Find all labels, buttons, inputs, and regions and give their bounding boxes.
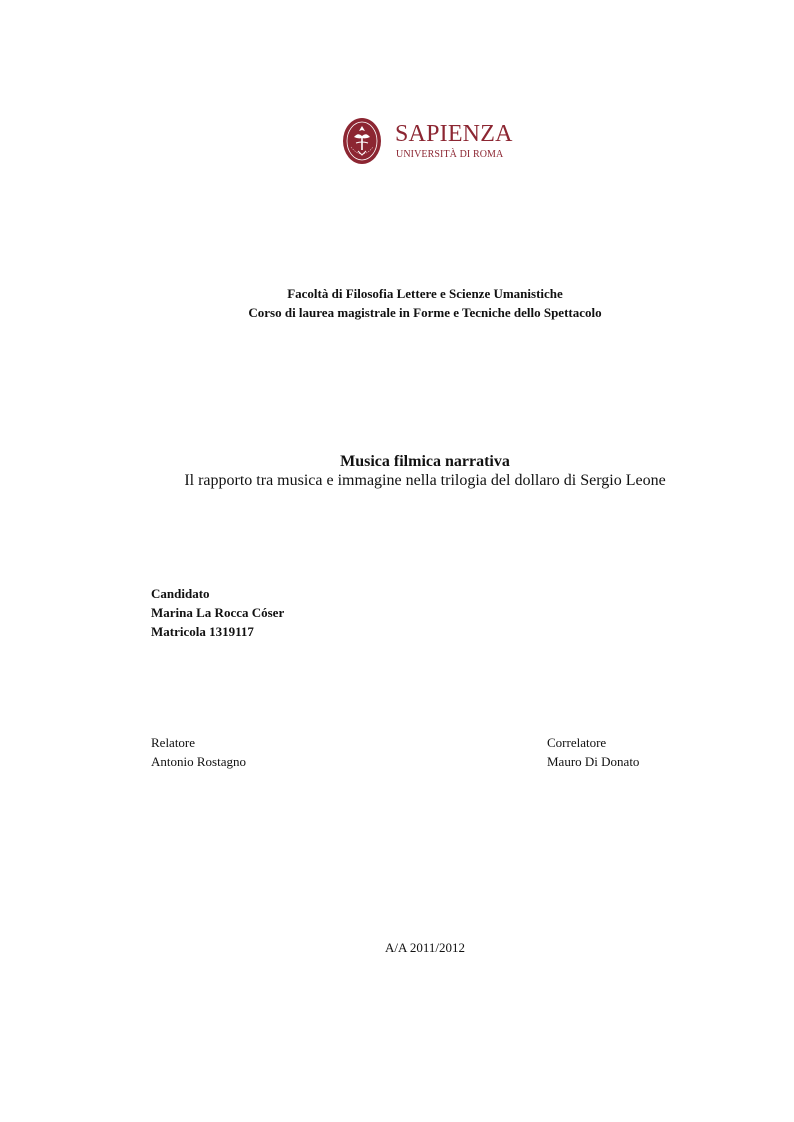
- university-logo: [342, 116, 513, 168]
- relatore-name: Antonio Rostagno: [151, 754, 246, 769]
- candidate-block: [151, 584, 284, 641]
- faculty-name: Facoltà di Filosofia Lettere e Scienze Umanistiche: [287, 286, 563, 301]
- candidate-name: Marina La Rocca Cóser: [151, 605, 285, 620]
- university-seal-icon: [342, 117, 382, 165]
- relatore-label: Relatore: [151, 735, 196, 750]
- logo-wordmark: SAPIENZA: [395, 121, 513, 147]
- course-name: Corso di laurea magistrale in Forme e Tecniche dello Spettacolo: [248, 305, 602, 320]
- academic-year: A/A 2011/2012: [384, 940, 466, 955]
- correlatore-label: Correlatore: [547, 735, 607, 750]
- relatore-block: [151, 733, 246, 771]
- thesis-title: Musica filmica narrativa: [340, 453, 510, 470]
- thesis-subtitle: Il rapporto tra musica e immagine nella trilogia del dollaro di Sergio Leone: [184, 472, 666, 489]
- correlatore-block: [547, 733, 639, 771]
- logo-subtitle: UNIVERSITÀ DI ROMA: [396, 149, 504, 160]
- candidate-matricola: Matricola 1319117: [151, 624, 254, 639]
- candidate-label: Candidato: [151, 586, 210, 601]
- correlatore-name: Mauro Di Donato: [547, 754, 640, 769]
